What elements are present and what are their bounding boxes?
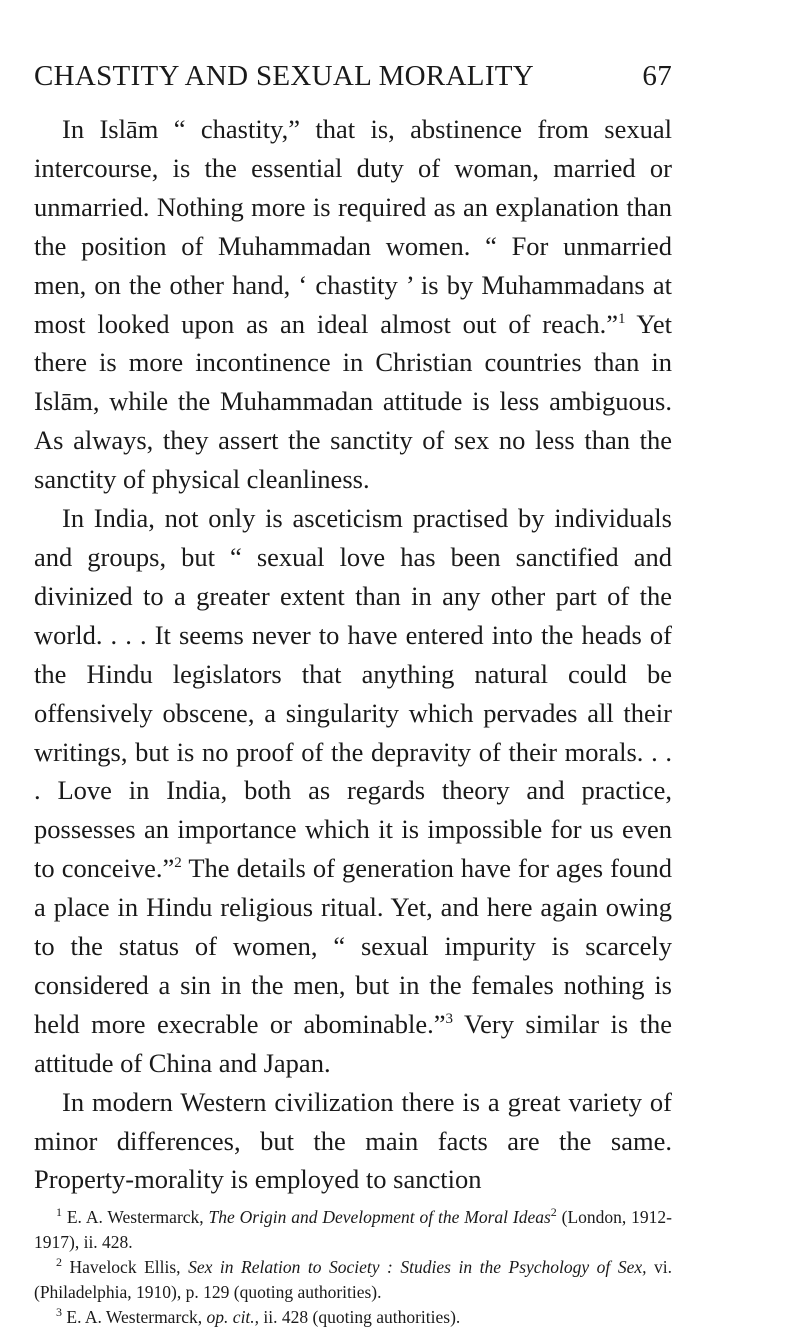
- footnote-work-title: Sex in Relation to Society : Studies in the Psychology of Sex,: [188, 1257, 647, 1278]
- footnote-text: (London, 1912-1917), ii. 428.: [34, 1207, 673, 1253]
- paragraph-text: In modern Western civilization there is a great variety of minor differences, but the main facts are the same. Property-morality is employed to sanction: [34, 1086, 672, 1195]
- footnote-text: E. A. Westermarck,: [62, 1307, 207, 1328]
- paragraph-text: The details of generation have for ages found a place in Hindu religious ritual. Yet, and here again owing to the status of women, “ sexual impurity is scarcely considered a sin in the men, but in the females nothing is held more execrable or abominable.”: [34, 853, 673, 1039]
- running-title: CHASTITY AND SEXUAL MORALITY: [34, 60, 535, 92]
- footnote-work-title: The Origin and Development of the Moral Ideas: [208, 1207, 551, 1228]
- footnote-text: vi. (Philadelphia, 1910), p. 129 (quoting authorities).: [34, 1257, 672, 1303]
- page-number: 67: [642, 60, 672, 92]
- footnote-1: [34, 1205, 672, 1255]
- footnote-3: [34, 1305, 672, 1330]
- book-page: [34, 60, 672, 1330]
- footnote-number: 2: [56, 1255, 62, 1270]
- footnote-number: 3: [56, 1305, 62, 1320]
- main-text: [34, 110, 672, 1199]
- footnote-reference: 3: [445, 1011, 453, 1028]
- paragraph-text: Very similar is the attitude of China and Japan.: [34, 1008, 672, 1078]
- footnote-text: ii. 428 (quoting authorities).: [259, 1307, 461, 1328]
- footnote-reference: 2: [174, 855, 182, 872]
- footnote-number: 1: [56, 1205, 62, 1220]
- footnote-work-title: op. cit.,: [206, 1307, 260, 1328]
- paragraph-western: [34, 1083, 672, 1200]
- paragraph-text: In Islām “ chastity,” that is, abstinence from sexual intercourse, is the essential duty of woman, married or unmarried. Nothing more is required as an explanation than the position of Muhammadan women. “ For unmarried men, on the other hand, ‘ chastity ’ is by Muhammadans at most looked upon as an ideal almost out of reach.”: [34, 114, 672, 339]
- paragraph-islam: [34, 110, 672, 499]
- footnote-edition: 2: [550, 1205, 557, 1220]
- footnote-text: E. A. Westermarck,: [62, 1207, 209, 1228]
- paragraph-text: Yet there is more incontinence in Christian countries than in Islām, while the Muhammadan attitude is less ambiguous. As always, they assert the sanctity of sex no less than the sanctity of physical cleanliness.: [34, 308, 672, 495]
- footnote-2: [34, 1255, 672, 1305]
- paragraph-text: In India, not only is asceticism practised by individuals and groups, but “ sexual love has been sanctified and divinized to a greater extent than in any other part of the world. . . . It seems never to have entered into the heads of the Hindu legislators that anything natural could be offensively obscene, a singularity which pervades all their writings, but is no proof of the depravity of their morals. . . . Love in India, both as regards theory and practice, possesses an importance which it is impossible for us even to conceive.”: [34, 503, 672, 884]
- footnote-reference: 1: [618, 310, 626, 327]
- footnotes: [34, 1205, 672, 1330]
- paragraph-india: [34, 499, 672, 1083]
- footnote-text: Havelock Ellis,: [62, 1257, 189, 1278]
- running-header: [34, 60, 672, 102]
